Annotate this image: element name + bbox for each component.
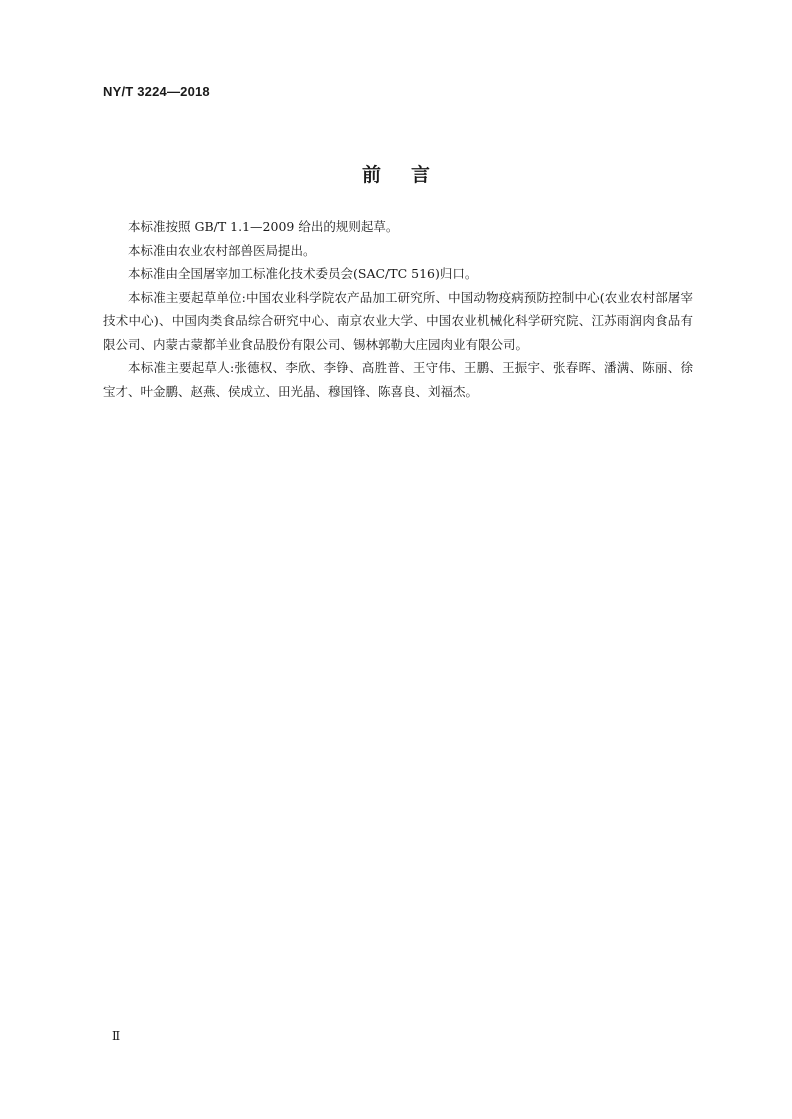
page-number: Ⅱ — [112, 1029, 121, 1043]
standard-code: NY/T 3224—2018 — [103, 84, 210, 99]
foreword-body — [103, 215, 693, 403]
paragraph-drafters: 本标准主要起草人:张德权、李欣、李铮、高胜普、王守伟、王鹏、王振宇、张春晖、潘满、陈丽、徐宝才、叶金鹏、赵燕、侯成立、田光晶、穆国锋、陈喜良、刘福杰。 — [103, 360, 693, 399]
paragraph-proposer: 本标准由农业农村部兽医局提出。 — [128, 242, 316, 258]
paragraph-committee: 本标准由全国屠宰加工标准化技术委员会(SAC/TC 516)归口。 — [128, 266, 478, 281]
paragraph-drafting-units: 本标准主要起草单位:中国农业科学院农产品加工研究所、中国动物疫病预防控制中心(农业农村部屠宰技术中心)、中国肉类食品综合研究中心、南京农业大学、中国农业机械化科学研究院、江苏雨润肉食品有限公司、内蒙古蒙都羊业食品股份有限公司、锡林郭勒大庄园肉业有限公司。 — [103, 289, 693, 352]
page-title: 前言 — [361, 164, 460, 186]
paragraph-drafting-rules: 本标准按照 GB/T 1.1—2009 给出的规则起草。 — [128, 219, 399, 234]
